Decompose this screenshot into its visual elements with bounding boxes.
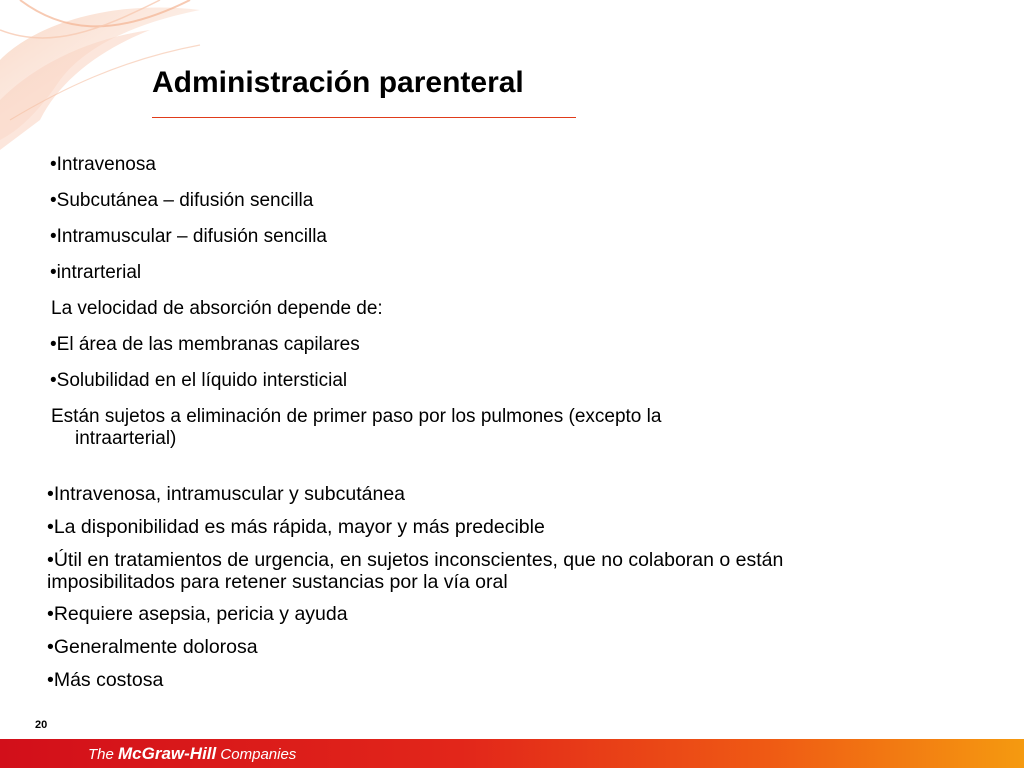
route-item: •Subcutánea – difusión sencilla (50, 190, 314, 211)
brand-suffix: Companies (216, 746, 297, 763)
absorption-factor: •Solubilidad en el líquido intersticial (50, 370, 348, 391)
elimination-note-line2: intraarterial) (75, 428, 177, 449)
footer-bar (0, 739, 1024, 768)
route-item: •intrarterial (50, 262, 142, 283)
route-item: •Intramuscular – difusión sencilla (50, 226, 328, 247)
brand-prefix: The (88, 746, 119, 763)
absorption-heading: La velocidad de absorción depende de: (51, 298, 383, 319)
characteristic-item: •Intravenosa, intramuscular y subcutánea (47, 483, 406, 505)
characteristic-item: •Requiere asepsia, pericia y ayuda (47, 603, 348, 625)
characteristic-item: •Más costosa (47, 669, 164, 691)
route-item: •Intravenosa (50, 154, 156, 175)
characteristic-item: •Generalmente dolorosa (47, 636, 258, 658)
elimination-note-line1: Están sujetos a eliminación de primer paso por los pulmones (excepto la (51, 406, 662, 427)
publisher-logo (88, 744, 296, 764)
page-number: 20 (35, 719, 48, 731)
elimination-note (50, 406, 811, 450)
characteristic-item: •La disponibilidad es más rápida, mayor y más predecible (47, 516, 545, 538)
routes-list (50, 154, 811, 450)
characteristic-item: •Útil en tratamientos de urgencia, en sujetos inconscientes, que no colaboran o están imposibilitados para retener sustancias por la vía oral (47, 549, 784, 593)
characteristics-list (47, 483, 867, 702)
brand-name: McGraw-Hill (118, 744, 217, 763)
slide-title: Administración parenteral (152, 66, 524, 99)
absorption-factor: •El área de las membranas capilares (50, 334, 360, 355)
title-underline (152, 117, 576, 118)
